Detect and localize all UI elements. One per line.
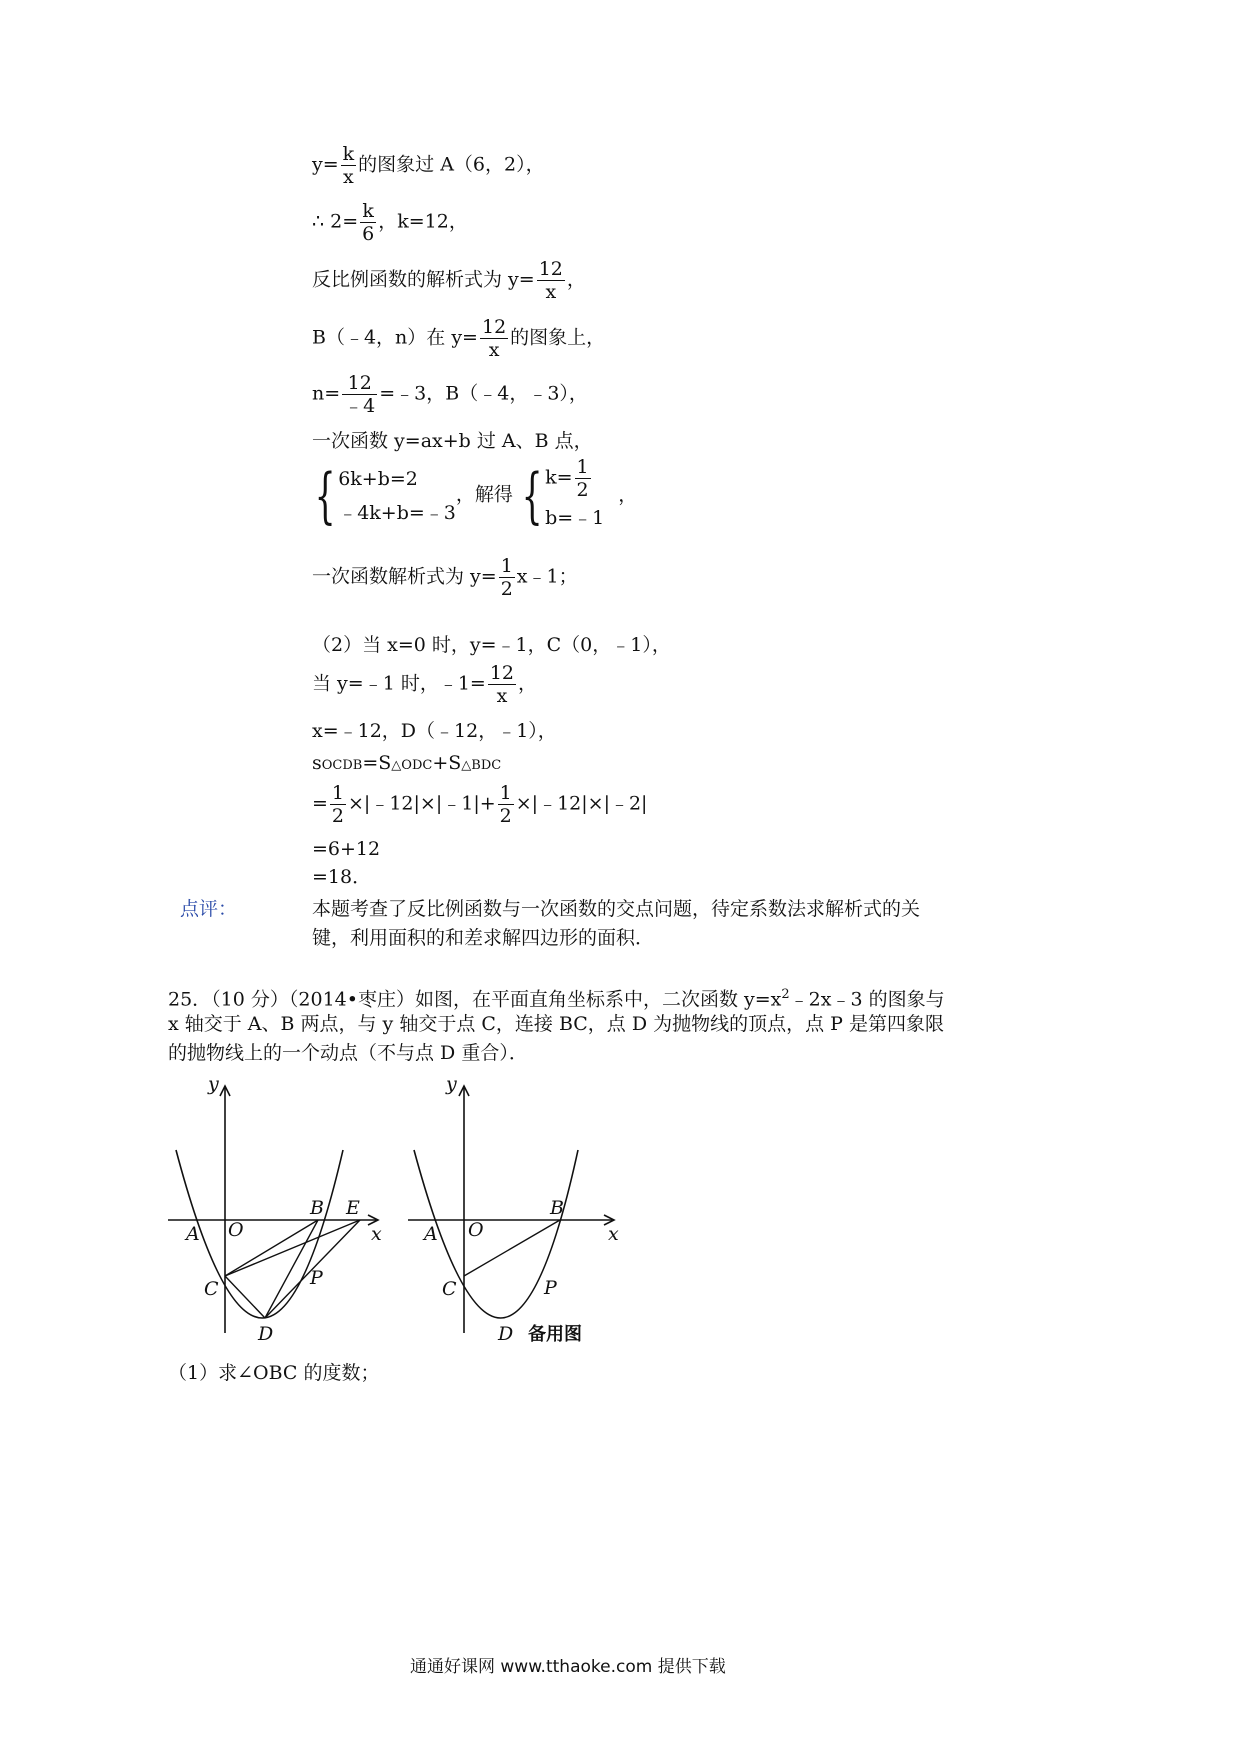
label-e: E <box>346 1197 360 1219</box>
denominator: 2 <box>499 805 512 827</box>
label-x: x <box>371 1223 382 1245</box>
solution-b: b=﹣1 <box>545 507 605 529</box>
label-c: C <box>442 1278 457 1300</box>
left-brace: { <box>521 460 543 531</box>
numerator: 12 <box>489 662 515 684</box>
figure-2 <box>402 1068 642 1358</box>
label-y: y <box>208 1073 219 1095</box>
solution-line-3 <box>312 258 586 303</box>
fraction <box>360 200 376 245</box>
numerator: k <box>360 200 376 223</box>
numerator: 12 <box>538 258 563 280</box>
text: +S <box>432 752 462 774</box>
label-x: x <box>608 1223 619 1245</box>
denominator: x <box>343 166 354 188</box>
text: 的图象上， <box>510 326 606 349</box>
solution2-line-6: =6+12 <box>312 838 381 860</box>
solution-k <box>545 456 604 501</box>
question-1: （1）求∠OBC 的度数； <box>168 1362 380 1384</box>
text: ∴ 2= <box>312 210 359 233</box>
numerator: 1 <box>331 782 345 804</box>
solution2-line-5 <box>312 782 647 827</box>
problem-25-line-2: x 轴交于 A、B 两点，与 y 轴交于点 C，连接 BC，点 D 为抛物线的顶点，点 P 是第四象限 <box>168 1013 944 1035</box>
text: =S <box>362 752 392 774</box>
label-c: C <box>204 1278 219 1300</box>
fraction <box>341 143 357 188</box>
solution-line-8 <box>312 555 578 600</box>
fraction <box>498 782 514 827</box>
solution-line-6: 一次函数 y=ax+b 过 A、B 点， <box>312 430 593 452</box>
fraction <box>480 316 508 361</box>
subscript: △ODC <box>391 758 433 773</box>
text: ， <box>566 268 586 291</box>
footer-text: 通通好课网 www.tthaoke.com 提供下载 <box>410 1657 726 1677</box>
text: ×|﹣12|×|﹣2| <box>515 792 648 815</box>
fraction <box>575 456 591 501</box>
numerator: 12 <box>481 316 507 338</box>
subscript: OCDB <box>321 758 363 773</box>
solution2-line-7: =18． <box>312 866 372 888</box>
denominator: x <box>496 685 508 707</box>
text: ， <box>518 672 538 695</box>
label-p: P <box>310 1267 323 1289</box>
text: 一次函数解析式为 y= <box>312 565 497 588</box>
fraction <box>330 782 346 827</box>
text: =﹣3，B（﹣4，﹣3）， <box>379 382 588 405</box>
text: 当 y=﹣1 时，﹣1= <box>312 672 486 695</box>
label-d: D <box>498 1323 514 1345</box>
denominator: ﹣4 <box>344 395 376 417</box>
numerator: 1 <box>576 456 589 478</box>
text: ，k=12， <box>378 210 468 233</box>
equation-1: 6k+b=2 <box>338 467 418 490</box>
left-brace: { <box>314 460 336 531</box>
equation-system <box>306 456 637 535</box>
solution2-line-1: （2）当 x=0 时，y=﹣1，C（0，﹣1）， <box>312 634 671 656</box>
solution2-line-4 <box>312 750 501 779</box>
comment-line-1: 本题考查了反比例函数与一次函数的交点问题，待定系数法求解析式的关 <box>312 898 921 920</box>
numerator: k <box>342 143 355 165</box>
text: ， <box>618 483 638 506</box>
label-o: O <box>228 1219 244 1241</box>
fraction <box>342 372 377 417</box>
problem-25-line-3: 的抛物线上的一个动点（不与点 D 重合）． <box>168 1042 528 1064</box>
denominator: x <box>545 281 557 303</box>
equation-2: ﹣4k+b=﹣3 <box>338 501 456 524</box>
numerator: 1 <box>499 782 512 804</box>
text: 反比例函数的解析式为 y= <box>312 268 535 291</box>
solution-line-2 <box>312 200 468 245</box>
solution2-line-2 <box>312 662 537 707</box>
denominator: 2 <box>331 805 345 827</box>
fraction <box>537 258 565 303</box>
solution-line-5 <box>312 372 588 417</box>
comment-line-2: 键，利用面积的和差求解四边形的面积． <box>312 927 655 949</box>
denominator: 2 <box>500 578 513 600</box>
solution2-line-3: x=﹣12，D（﹣12，﹣1）， <box>312 720 557 742</box>
text: x﹣1； <box>516 565 578 588</box>
superscript: 2 <box>781 987 790 1002</box>
system-solution <box>545 456 604 535</box>
label-a: A <box>424 1223 438 1245</box>
comment-label: 点评： <box>180 898 238 920</box>
numerator: 1 <box>500 555 513 577</box>
subscript: △BDC <box>461 758 502 773</box>
label-y: y <box>446 1073 457 1095</box>
label-b: B <box>550 1197 564 1219</box>
text: n= <box>312 382 341 405</box>
label-o: O <box>468 1219 484 1241</box>
text: ×|﹣12|×|﹣1|+ <box>348 792 496 815</box>
label-p: P <box>544 1277 557 1299</box>
fraction <box>499 555 515 600</box>
label-b: B <box>310 1197 324 1219</box>
text: k= <box>545 466 573 489</box>
fraction <box>488 662 516 707</box>
figure-1 <box>160 1068 400 1358</box>
solution-line-4 <box>312 316 605 361</box>
text: ﹣2x﹣3 的图象与 <box>789 988 945 1011</box>
problem-25-line-1 <box>168 982 945 1012</box>
denominator: 6 <box>362 223 375 245</box>
text: s <box>312 752 322 774</box>
text: = <box>312 792 328 815</box>
text: ，解得 <box>455 483 513 506</box>
parabola <box>176 1150 343 1318</box>
text: B（﹣4，n）在 y= <box>312 326 478 349</box>
system-equations <box>338 462 456 530</box>
solution-line-1 <box>312 143 545 188</box>
label-d: D <box>258 1323 274 1345</box>
denominator: 2 <box>576 479 589 501</box>
text: 25．（10 分）（2014•枣庄）如图，在平面直角坐标系中，二次函数 y=x <box>168 988 782 1011</box>
denominator: x <box>488 339 500 361</box>
label-a: A <box>186 1223 200 1245</box>
text: 的图象过 A（6，2）， <box>358 153 545 176</box>
numerator: 12 <box>342 372 377 395</box>
text: y= <box>312 153 339 176</box>
figure-caption: 备用图 <box>528 1324 582 1345</box>
